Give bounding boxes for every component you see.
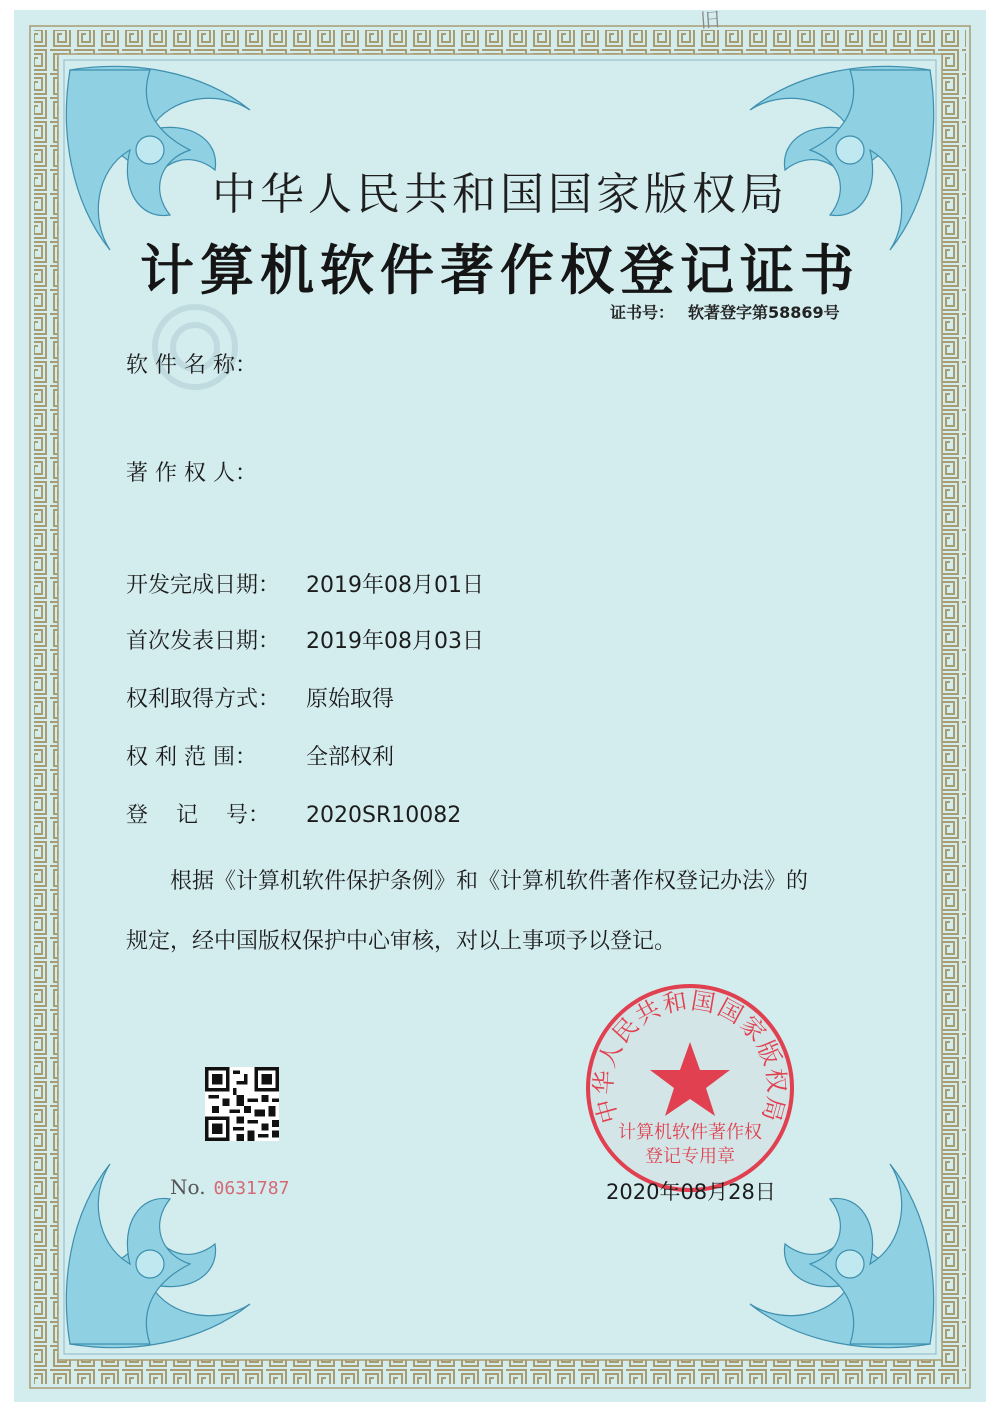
body-text-line-1: 根据《计算机软件保护条例》和《计算机软件著作权登记办法》的 — [170, 869, 809, 894]
certificate-title: 计算机软件著作权登记证书 — [140, 239, 860, 302]
certificate-number — [610, 300, 840, 323]
field-rights-scope — [126, 740, 394, 771]
field-registration-number — [126, 798, 461, 829]
field-label: 著 作 权 人： — [126, 461, 257, 486]
field-copyright-owner — [126, 456, 306, 487]
field-value: 全部权利 — [306, 745, 395, 770]
field-value: 原始取得 — [306, 687, 395, 712]
field-publish-date — [126, 624, 484, 655]
field-development-date — [126, 568, 484, 599]
field-label: 权 利 范 围： — [126, 745, 257, 770]
field-value: 2020SR10082 — [306, 803, 462, 828]
cpcc-watermark-logo — [140, 292, 250, 402]
seal-inner-line-1: 计算机软件著作权 — [618, 1122, 762, 1143]
handwritten-mark: 旧 — [699, 7, 721, 33]
authority-heading: 中华人民共和国国家版权局 — [212, 169, 788, 220]
issue-date: 2020年08月28日 — [606, 1180, 776, 1204]
field-label: 权利取得方式： — [126, 687, 281, 712]
field-label: 开发完成日期： — [126, 573, 281, 598]
qr-code — [205, 1067, 279, 1141]
seal-inner-line-2: 登记专用章 — [645, 1146, 735, 1167]
official-seal — [584, 982, 796, 1194]
serial-number — [170, 1175, 289, 1199]
seal-outer-text: 中华人民共和国国家版权局 — [589, 986, 791, 1127]
serial-prefix: No. — [170, 1175, 206, 1199]
body-text-line-2: 规定，经中国版权保护中心审核，对以上事项予以登记。 — [126, 929, 677, 954]
field-label: 首次发表日期： — [126, 629, 281, 654]
field-software-name — [126, 348, 306, 379]
certificate-number-label: 证书号： — [610, 303, 675, 322]
field-label: 登 记 号： — [126, 803, 270, 828]
serial-value: 0631787 — [213, 1178, 290, 1199]
field-value: 2019年08月03日 — [306, 629, 484, 654]
field-label: 软 件 名 称： — [126, 353, 257, 378]
certificate-number-value: 软著登字第58869号 — [688, 303, 840, 322]
field-value: 2019年08月01日 — [306, 573, 484, 598]
field-acquisition-method — [126, 682, 394, 713]
